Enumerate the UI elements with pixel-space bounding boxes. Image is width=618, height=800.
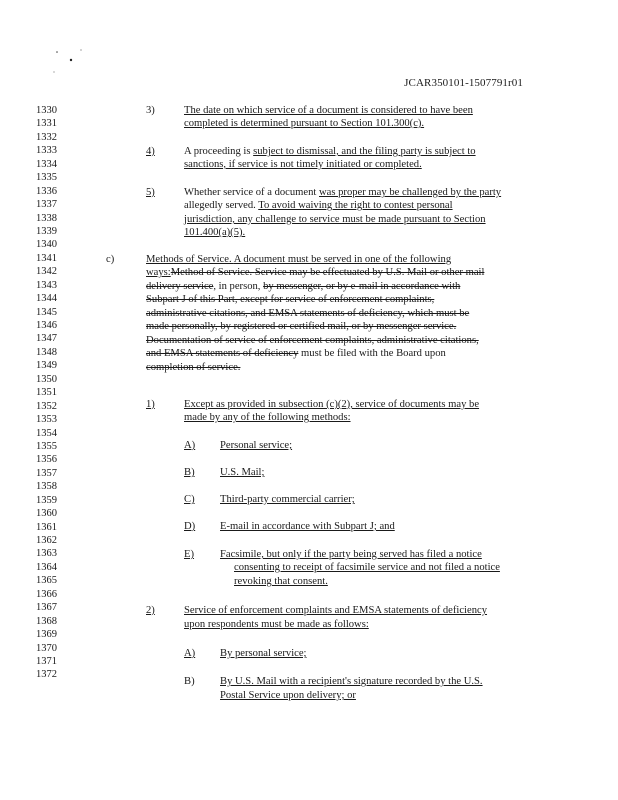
subsection-c-line-6: made personally, by registered or certified mail, or by messenger service. [146,321,457,332]
item-4-line-2: sanctions, if service is not timely initiated or completed. [184,159,422,170]
line-number: 1339 [36,225,57,237]
method-D-text: E-mail in accordance with Subpart J; and [220,521,395,532]
subsection-c-line-5: administrative citations, and EMSA statements of deficiency, which must be [146,308,470,319]
line-number: 1337 [36,199,57,211]
document-id: JCAR350101-1507791r01 [404,77,523,89]
item-c2-label: 2) [146,605,155,616]
subsection-c-line-2: ways:Method of Service. Service may be effectuated by U.S. Mail or other mail [146,267,485,278]
line-number: 1360 [36,508,57,520]
item-4-line-1: A proceeding is subject to dismissal, and the filing party is subject to [184,146,476,157]
line-number: 1357 [36,467,57,479]
line-number: 1355 [36,440,57,452]
item-c1-line-1: Except as provided in subsection (c)(2), service of documents may be [184,399,480,410]
subsection-c-line-4: Subpart J of this Part, except for service of enforcement complaints, [146,294,435,305]
line-number: 1368 [36,615,57,627]
line-number: 1364 [36,561,57,573]
item-3-line-2: completed is determined pursuant to Section 101.300(c). [184,118,425,129]
method-2A-label: A) [184,648,196,659]
line-number: 1344 [36,293,57,305]
line-number: 1341 [36,252,57,264]
line-number: 1369 [36,629,57,641]
item-c2-line-2: upon respondents must be made as follows: [184,619,369,630]
method-C-label: C) [184,494,195,505]
line-number: 1340 [36,239,57,251]
line-number: 1343 [36,279,57,291]
line-number: 1370 [36,642,57,654]
item-c2-line-1: Service of enforcement complaints and EMSA statements of deficiency [184,605,488,616]
line-number: 1351 [36,387,57,399]
method-E-line-3: revoking that consent. [234,576,328,587]
method-D-label: D) [184,521,196,532]
item-3-label: 3) [146,105,155,116]
method-B-label: B) [184,467,195,478]
subsection-c-line-7: Documentation of service of enforcement complaints, administrative citations, [146,335,479,346]
line-number: 1365 [36,575,57,587]
line-number: 1342 [36,266,57,278]
line-number: 1350 [36,373,57,385]
method-2B-line-1: By U.S. Mail with a recipient's signature recorded by the U.S. [220,676,483,687]
method-2B-line-2: Postal Service upon delivery; or [220,690,356,701]
line-number: 1334 [36,158,57,170]
line-number: 1346 [36,320,57,331]
line-number: 1371 [36,655,57,667]
line-number: 1347 [36,333,57,345]
method-2A-text: By personal service; [220,648,307,659]
line-number: 1356 [36,454,57,466]
line-number: 1336 [36,185,57,197]
line-number: 1372 [36,669,57,681]
method-A-text: Personal service; [220,440,293,451]
subsection-c-line-3: delivery service, in person, by messenger, or by e-mail in accordance with [146,281,461,292]
method-B-text: U.S. Mail; [220,467,265,478]
item-5-line-2: allegedly served. To avoid waiving the right to contest personal [184,200,453,211]
method-C-text: Third-party commercial carrier; [220,494,355,505]
method-2B-label: B) [184,676,195,687]
line-number: 1352 [36,400,57,412]
method-A-label: A) [184,440,196,451]
line-number: 1367 [36,602,57,614]
subsection-c-line-1: Methods of Service. A document must be served in one of the following [146,254,452,265]
item-c1-line-2: made by any of the following methods: [184,412,351,423]
subsection-c-line-9: completion of service. [146,362,241,373]
line-number: 1358 [36,481,57,493]
line-number: 1362 [36,535,57,546]
line-number: 1359 [36,494,57,506]
line-number: 1354 [36,427,57,439]
line-number: 1366 [36,588,57,600]
line-number: 1331 [36,118,57,130]
item-5-label: 5) [146,187,155,198]
item-c1-label: 1) [146,399,155,410]
scan-specks [52,48,92,78]
line-number: 1348 [36,346,57,358]
item-4-label: 4) [146,146,155,157]
line-number: 1333 [36,145,57,157]
line-number: 1332 [36,131,57,143]
line-number: 1338 [36,212,57,224]
line-number: 1335 [36,172,57,184]
item-5-line-1: Whether service of a document was proper may be challenged by the party [184,187,502,198]
line-number: 1349 [36,360,57,372]
line-number: 1330 [36,105,57,116]
line-number: 1345 [36,306,57,318]
item-5-line-4: 101.400(a)(5). [184,227,246,238]
line-number: 1363 [36,548,57,560]
subsection-c-line-8: and EMSA statements of deficiency must be filed with the Board upon [146,348,446,359]
line-numbers [36,104,66,682]
line-number: 1353 [36,414,57,426]
method-E-line-2: consenting to receipt of facsimile service and not filed a notice [234,562,500,573]
method-E-label: E) [184,549,194,560]
line-number: 1361 [36,521,57,533]
subsection-c-label: c) [106,254,115,265]
method-E-line-1: Facsimile, but only if the party being served has filed a notice [220,549,482,560]
item-5-line-3: jurisdiction, any challenge to service must be made pursuant to Section [184,214,486,225]
item-3-line-1: The date on which service of a document is considered to have been [184,105,473,116]
